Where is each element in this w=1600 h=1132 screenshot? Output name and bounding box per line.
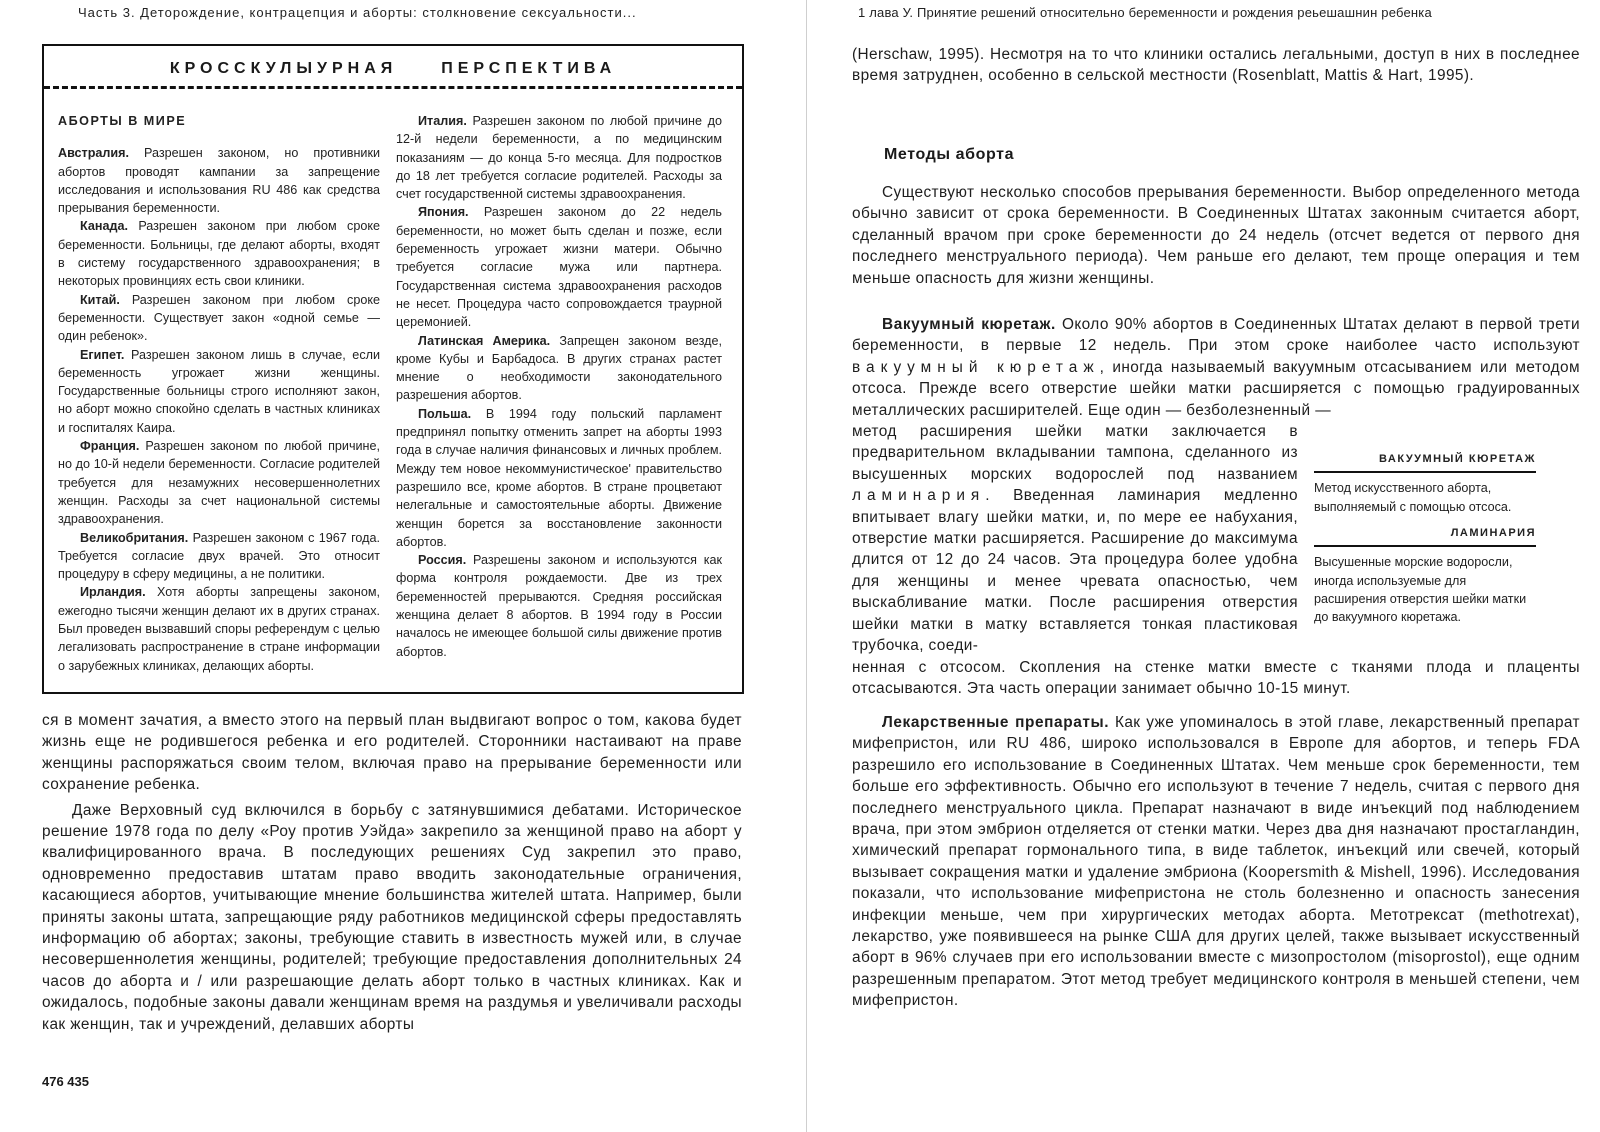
country-entry bbox=[396, 551, 722, 661]
country-name: Канада. bbox=[80, 219, 128, 234]
country-text: Хотя аборты запрещены законом, ежегодно тысячи женщин делают их в других странах. Был проведен вызвавший споры референдум с целью легализовать распространение в стране информации о зарубежных клиниках, делающих аборты. bbox=[58, 585, 380, 673]
box-title-rule bbox=[44, 86, 742, 89]
subheading-vacuum: Вакуумный кюретаж. bbox=[882, 316, 1056, 333]
box-section-heading: АБОРТЫ В МИРЕ bbox=[58, 114, 187, 128]
term-inline: ламинария bbox=[852, 487, 986, 505]
country-name: Япония. bbox=[418, 205, 469, 220]
paragraph: Даже Верховный суд включился в борьбу с затянувшимися дебатами. Историческое решение 1978 года по делу «Роу против Уэйда» закрепило за женщиной право на аборт у квалифицированного врача. В последующих решениях Суд закрепил это право, одновременно предоставив штатам право вводить законодательные ограничения, касающиеся абортов, учитывающие мнение большинства жителей штата. Например, были приняты законы штата, запрещающие ряду работников медицинской сферы предоставлять информацию об абортах; законы, требующие ставить в известность мужей или, в случае несовершеннолетия женщины, родителей; требующие предоставления дополнительных 24 часов до аборта и / или разрешающие делать аборт только в частных клиниках. Как и ожидалось, подобные законы давали женщинам время на раздумья и увеличивали расходы как женщин, так и учреждений, делавших аборты bbox=[42, 801, 742, 1033]
country-text: Разрешен законом с 1967 года. Требуется согласие двух врачей. Это относит процедуру в сферу медицины, а не политики. bbox=[58, 530, 380, 582]
text: метод расширения шейки матки заключается в предварительном вкладывании тампона, сделанного из высушенных морских водорослей под названием bbox=[852, 423, 1298, 483]
drugs-section bbox=[852, 712, 1580, 1012]
page-number: 476 435 bbox=[42, 1074, 89, 1089]
paragraph-narrow bbox=[852, 421, 1298, 656]
book-spine bbox=[806, 0, 807, 1132]
box-column-2 bbox=[396, 112, 722, 661]
country-entry bbox=[58, 217, 380, 290]
text: , иногда называемый вакуумным отсасыванием или методом отсоса. Прежде всего отверстие шейки матки расширяется с помощью градуированных металлических расширителей. Еще один — безболезненный — bbox=[852, 358, 1580, 419]
country-entry bbox=[58, 346, 380, 437]
box-title-part-2: ПЕРСПЕКТИВА bbox=[441, 60, 617, 77]
country-name: Россия. bbox=[418, 553, 467, 568]
country-text: В 1994 году польский парламент предпринял попытку отменить запрет на аборты 1993 года в случае наличия финансовых и личных проблем. Между тем новое некоммунистическое' правительство разрешило все, кроме абортов. В стране процветают нелегальные и самостоятельные аборты. Движение женщин борется за восстановление законности абортов. bbox=[396, 406, 722, 549]
country-name: Египет. bbox=[80, 347, 125, 362]
term-inline: вакуумный кюретаж bbox=[852, 358, 1100, 376]
cross-cultural-box bbox=[42, 44, 744, 694]
country-text: Разрешен законом, но противники абортов проводят кампании за запрещение исследования и использования RU 486 как средства прерывания беременности. bbox=[58, 146, 380, 216]
country-text: Разрешен законом при любом сроке беременности. Больницы, где делают аборты, входят в систему государственного здравоохранения; в некоторых провинциях есть свои клиники. bbox=[58, 219, 380, 289]
country-name: Австралия. bbox=[58, 146, 129, 161]
running-head-right: 1 лава У. Принятие решений относительно беременности и рождения реьешашнин ребенка bbox=[858, 5, 1432, 20]
continued-paragraph bbox=[852, 44, 1580, 87]
paragraph: ненная с отсосом. Скопления на стенке матки вместе с тканями плода и плаценты отсасываются. Эта часть операции занимает обычно 10-15 минут. bbox=[852, 658, 1580, 697]
paragraph: (Herschaw, 1995). Несмотря на то что клиники остались легальными, доступ в них в последнее время затруднен, особенно в сельской местности (Rosenblatt, Mattis & Hart, 1995). bbox=[852, 46, 1580, 85]
paragraph bbox=[852, 314, 1580, 421]
country-name: Великобритания. bbox=[80, 530, 189, 545]
left-body-text bbox=[42, 710, 742, 1035]
text: Около 90% абортов в Соединенных Штатах делают в первой трети беременности, в первые 12 недель. При этом сроке наиболее часто используют bbox=[852, 316, 1580, 355]
box-title-part-1: КРОССКУЛЫУРНАЯ bbox=[169, 60, 398, 77]
country-text: Запрещен законом везде, кроме Кубы и Барбадоса. В других странах растет мнение о необходимости законодательного разрешения абортов. bbox=[396, 333, 722, 403]
paragraph: ся в момент зачатия, а вместо этого на первый план выдвигают вопрос о том, какова будет жизнь еще не родившегося ребенка и его родителей. Сторонники настаивают на праве женщины распоряжаться своим телом, включая право на прерывание беременности или сохранение ребенка. bbox=[42, 712, 742, 794]
glossary-definition: Метод искусственного аборта, выполняемый с помощью отсоса. bbox=[1314, 481, 1512, 514]
country-name: Италия. bbox=[418, 114, 467, 128]
country-entry bbox=[58, 291, 380, 346]
paragraph: Существуют несколько способов прерывания беременности. Выбор определенного метода обычно зависит от срока беременности. В Соединенных Штатах законным считается аборт, сделанный врачом при сроке беременности до 24 недель (отсчет ведется от первого дня последнего менструального периода). Чем раньше его делают, тем проще операция и тем меньше опасность для жизни женщины. bbox=[852, 184, 1580, 287]
country-text: Разрешены законом и используются как форма контроля рождаемости. Две из трех беременностей прерываются. Средняя российская женщина делает 8 абортов. В 1994 году в России началось не имеющее большой силы движение против абортов. bbox=[396, 553, 722, 659]
country-text: Разрешен законом по любой причине до 12-й недели беременности, а по медицинским показаниям — до конца 5-го месяца. Для подростков до 18 лет требуется согласие родителей. Расходы за счет государственной системы здравоохранения. bbox=[396, 114, 722, 202]
country-text: Разрешен законом лишь в случае, если беременность угрожает жизни женщины. Государственные больницы строго исполняют закон, но аборт можно спокойно сделать в частных клиниках и госпиталях Каира. bbox=[58, 347, 380, 435]
glossary-vacuum bbox=[1314, 450, 1536, 516]
country-entry bbox=[396, 332, 722, 405]
section-heading: Методы аборта bbox=[884, 146, 1015, 163]
right-page bbox=[812, 0, 1600, 1132]
glossary-definition: Высушенные морские водоросли, иногда используемые для расширения отверстия шейки матки до вакуумного кюретажа. bbox=[1314, 555, 1527, 625]
paragraph bbox=[852, 712, 1580, 1012]
country-entry bbox=[396, 203, 722, 331]
country-entry bbox=[58, 529, 380, 584]
country-name: Китай. bbox=[80, 292, 120, 307]
running-head-left: Часть 3. Деторождение, контрацепция и аборты: столкновение сексуальности... bbox=[78, 5, 637, 20]
country-entry bbox=[58, 583, 380, 674]
methods-intro bbox=[852, 182, 1580, 289]
country-name: Латинская Америка. bbox=[418, 333, 551, 348]
glossary-term: ЛАМИНАРИЯ bbox=[1314, 524, 1536, 547]
glossary-laminaria bbox=[1314, 524, 1536, 626]
text: . Введенная ламинария медленно впитывает влагу шейки матки, и, по мере ее набухания, отверстие матки расширяется. Расширение до максимума длится от 12 до 24 часов. Эта процедура более удобна для женщины и менее чревата опасностью, чем выскабливание матки. После расширения отверстия шейки матки в матку вставляется тонкая пластиковая трубочка, соеди- bbox=[852, 487, 1298, 655]
subheading-drugs: Лекарственные препараты. bbox=[882, 714, 1110, 731]
country-text: Разрешен законом до 22 недель беременности, но может быть сделан и позже, если беременность угрожает жизни матери. Обычно требуется согласие мужа или партнера. Государственная система здравоохранения расходов не несет. Процедура часто сопровождается траурной церемонией. bbox=[396, 205, 722, 330]
country-entry bbox=[396, 405, 722, 551]
country-entry bbox=[58, 144, 380, 217]
left-page bbox=[0, 0, 790, 1132]
country-entry bbox=[58, 437, 380, 528]
glossary-term: ВАКУУМНЫЙ КЮРЕТАЖ bbox=[1314, 450, 1536, 473]
box-title bbox=[44, 60, 742, 78]
box-column-1 bbox=[58, 112, 380, 675]
country-text: Разрешен законом при любом сроке беременности. Существует закон «одной семье — один ребенок». bbox=[58, 292, 380, 344]
country-text: Разрешен законом по любой причине, но до 10-й недели беременности. Согласие родителей требуется для незамужних несовершеннолетних женщин. Расходы за счет национальной системы здравоохранения. bbox=[58, 439, 380, 527]
country-name: Франция. bbox=[80, 439, 140, 454]
country-entry bbox=[396, 112, 722, 203]
country-name: Ирландия. bbox=[80, 585, 146, 600]
text: Как уже упоминалось в этой главе, лекарственный препарат мифепристон, или RU 486, широко использовался в Европе для абортов, и теперь FDA разрешило его использование в Соединенных Штатах. Чем меньше срок беременности, тем больше его эффективность. Обычно его используют в течение 7 недель, считая с первого дня последнего менструального цикла. Препарат назначают в виде инъекций под наблюдением врача, при этом эмбрион отделяется от стенки матки. Через два дня назначают простагландин, химический препарат гормонального типа, в виде таблеток, инъекций или свечей, который вызывает сокращения матки и удаление эмбриона (Koopersmith & Mishell, 1996). Исследования показали, что использование мифепристона не столь болезненно и опасность занесения инфекции меньше, чем при хирургических методах аборта. Метотрексат (methotrexat), лекарство, уже появившееся на рынке США для других целей, также вызывает искусственный аборт в 96% случаев при его использовании вместе с мизопростолом (misoprostol), еще одним разрешенным препаратом. Этот метод требует медицинского контроля в меньшей степени, чем мифепристон. bbox=[852, 714, 1580, 1010]
country-name: Польша. bbox=[418, 406, 472, 421]
